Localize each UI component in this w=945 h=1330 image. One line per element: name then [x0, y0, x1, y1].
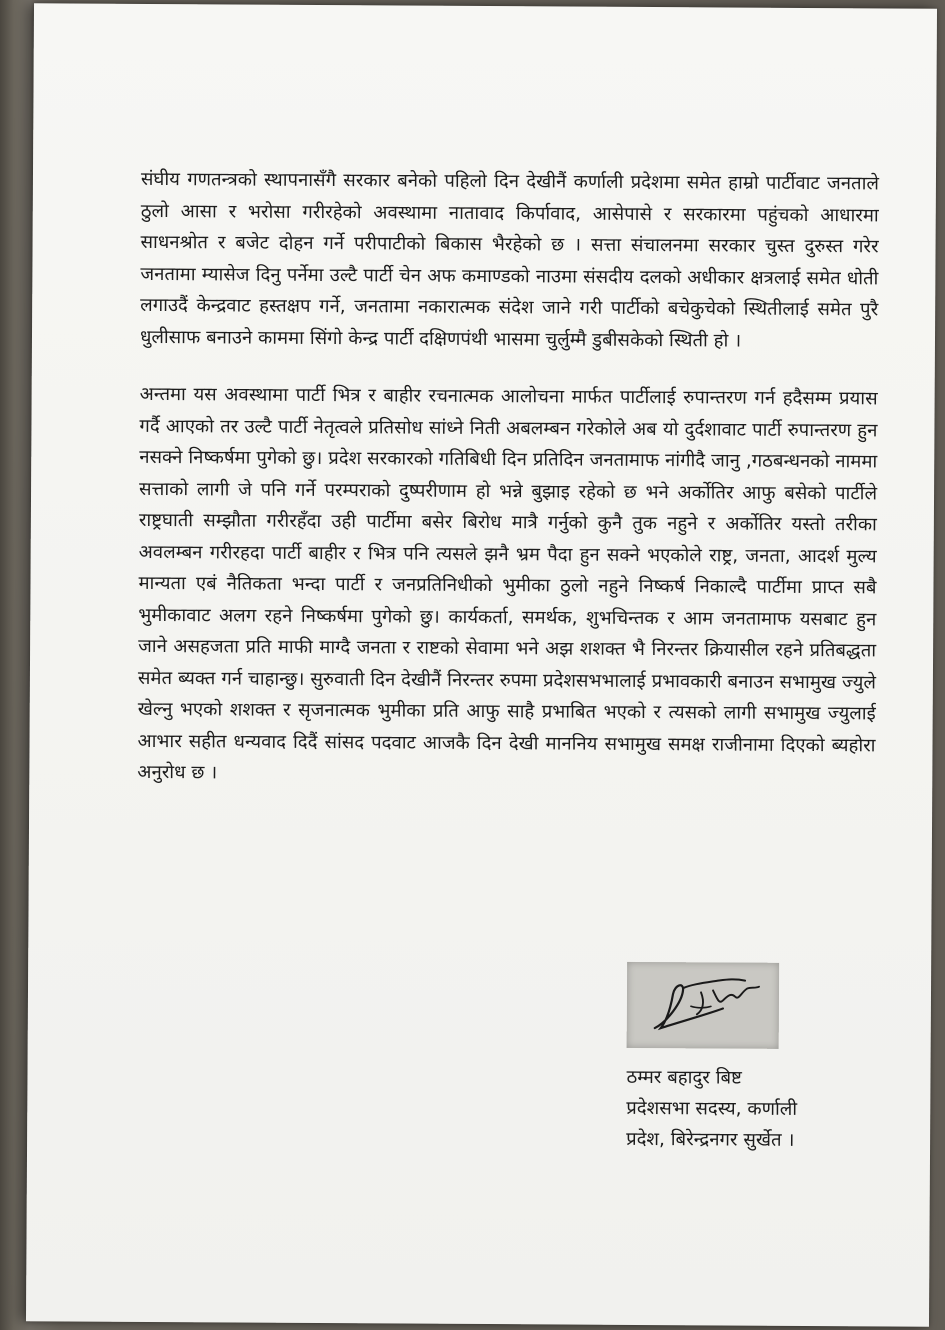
letter-paragraph-1: संघीय गणतन्त्रको स्थापनासँगै सरकार बनेको पहिलो दिन देखीनैं कर्णाली प्रदेशमा समेत हाम्रो पार्टीवाट जनताले ठुलो आसा र भरोसा गरीरहेको अवस्थामा नातावाद किर्पावाद, आसेपासे र सरकारमा पहुंचको आधारमा साधनश्रोत र बजेट दोहन गर्ने परीपाटीको बिकास भैरहेको छ । सत्ता संचालनमा सरकार चुस्त दुरुस्त गरेर जनतामा म्यासेज दिनु पर्नेमा उल्टै पार्टी चेन अफ कमाण्डको नाउमा संसदीय दलको अधीकार क्षत्रलाई समेत धोती लगाउदैं केन्द्रवाट हस्तक्षप गर्ने, जनतामा नकारात्मक संदेश जाने गरी पार्टीको बचेकुचेको स्थितीलाई समेत पुरै धुलीसाफ बनाउने काममा सिंगो केन्द्र पार्टी दक्षिणपंथी भासमा चुर्लुम्मै डुबीसकेको स्थिती हो । [139, 168, 880, 352]
signer-location: प्रदेश, बिरेन्द्रनगर सुर्खेत । [626, 1128, 795, 1151]
handwritten-signature [627, 962, 780, 1049]
signature-image [627, 962, 780, 1049]
letter-paragraph-2: अन्तमा यस अवस्थामा पार्टी भित्र र बाहीर रचनात्मक आलोचना मार्फत पार्टीलाई रुपान्तरण गर्न हदैसम्म प्रयास गर्दै आएको तर उल्टै पार्टी नेतृत्वले प्रतिसोध सांध्ने निती अबलम्बन गरेकोले अब यो दुर्दशावाट पार्टी रुपान्तरण हुन नसक्ने निष्कर्षमा पुगेको छु। प्रदेश सरकारको गतिबिधी दिन प्रतिदिन जनतामाफ नांगीदै जानु ,गठबन्धनको नाममा सत्ताको लागी जे पनि गर्ने परम्पराको दुष्परीणाम हो भन्ने बुझाइ रहेको छ भने अर्कोतिर आफु बसेको पार्टीले राष्ट्रघाती सम्झौता गरीरहँदा उही पार्टीमा बसेर बिरोध मात्रै गर्नुको कुनै तुक नहुने र अर्कोतिर यस्तो तरीका अवलम्बन गरीरहदा पार्टी बाहीर र भित्र पनि त्यसले झनै भ्रम पैदा हुन सक्ने भएकोले राष्ट्र, जनता, आदर्श मुल्य मान्यता एबं नैतिकता भन्दा पार्टी र जनप्रतिनिधीको भुमीका ठुलो नहुने निष्कर्ष निकाल्दै पार्टीमा प्राप्त सबै भुमीकावाट अलग रहने निष्कर्षमा पुगेको छु। कार्यकर्ता, समर्थक, शुभचिन्तक र आम जनतामाफ यसबाट हुन जाने असहजता प्रति माफी माग्दै जनता र राष्टको सेवामा भने अझ शशक्त भै निरन्तर क्रियासील रहने प्रतिबद्धता समेत ब्यक्त गर्न चाहान्छु। सुरुवाती दिन देखीनैं निरन्तर रुपमा प्रदेशसभभालाई प्रभावकारी बनाउन सभामुख ज्युले खेल्नु भएको शशक्त र सृजनात्मक भुमीका प्रति आफु साहै प्रभाबित भएको र त्यसको लागी सभामुख ज्युलाई आभार सहीत धन्यवाद दिदैं सांसद पदवाट आजकै दिन देखी माननिय सभामुख समक्ष राजीनामा दिएको ब्यहोरा अनुरोध छ । [137, 383, 878, 784]
letter-body [137, 164, 879, 819]
signer-title: प्रदेशसभा सदस्य, कर्णाली [626, 1097, 798, 1120]
signer-details [626, 1062, 887, 1157]
signature-block [626, 962, 887, 1157]
signer-name: ठम्मर बहादुर बिष्ट [626, 1066, 742, 1089]
letter-sheet [26, 3, 937, 1326]
